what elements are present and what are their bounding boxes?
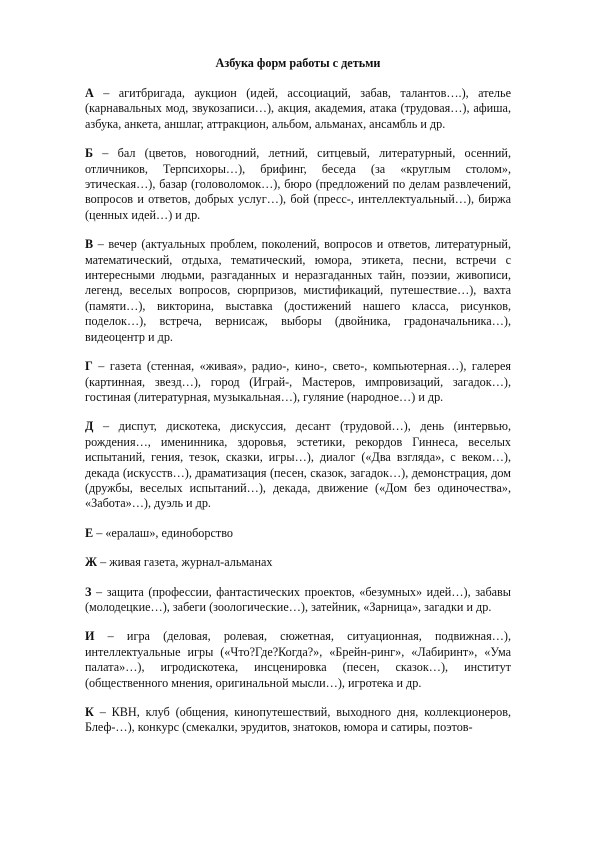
entry-text: – бал (цветов, новогодний, летний, ситцевый, литературный, осенний, отличников, Терпсихоры…), брифинг, беседа (за «круглым столом», этическая…), базар (головоломок…), бюро (предложений по делам развлечений, вопросов и ответов, добрых услуг…), бой (пресс-, интеллектуальный…), биржа (ценных идей…) и др.: [85, 146, 511, 222]
entry-text: – газета (стенная, «живая», радио-, кино-, свето-, компьютерная…), галерея (картинная, звезд…), город (Играй-, Мастеров, импровизаций, загадок…), гостиная (литературная, музыкальная…), гуляние (народное…) и др.: [85, 359, 511, 404]
entry-e: [85, 526, 511, 541]
entry-letter: А: [85, 86, 94, 100]
entry-letter: Д: [85, 419, 94, 434]
entry-letter: Ж: [85, 555, 98, 570]
entry-d: [85, 419, 511, 511]
entry-zh: [85, 555, 511, 570]
entry-text: – защита (профессии, фантастических проектов, «безумных» идей…), забавы (молодецкие…), забеги (зоологические…), затейник, «Зарница», загадки и др.: [85, 584, 511, 614]
entry-letter: З: [85, 584, 92, 599]
entry-text: – «ералаш», единоборство: [93, 525, 233, 540]
entry-z: [85, 585, 511, 616]
entry-k: [85, 705, 511, 736]
entry-text: – КВН, клуб (общения, кинопутешествий, выходного дня, коллекционеров, Блеф-…), конкурс (смекалки, эрудитов, знатоков, юмора и сатиры, поэтов-: [85, 705, 511, 735]
entry-letter: Е: [85, 525, 94, 540]
entry-v: [85, 237, 511, 345]
entry-letter: Б: [85, 146, 94, 161]
entry-letter: Г: [85, 359, 93, 374]
entry-text: – агитбригада, аукцион (идей, ассоциаций, забав, талантов….), ателье (карнавальных мод, звукозаписи…), акция, академия, атака (трудовая…), афиша, азбука, анкета, аншлаг, аттракцион, альбом, альманах, ансамбль и др.: [85, 86, 511, 131]
entry-text: – диспут, дискотека, дискуссия, десант (трудовой…), день (интервью, рождения…, именинника, здоровья, эстетики, рекордов Гиннеса, веселых испытаний, гения, тезок, сказки, игры…), диалог («Два взгляда», с веком…), декада (искусств…), драматизация (песен, сказок, загадок…), демонстрация, дом (дружбы, веселых испытаний…), декада, движение («Дом без одиночества», «Забота»…), дуэль и др.: [85, 419, 511, 511]
entry-text: – живая газета, журнал-альманах: [97, 555, 273, 570]
entry-i: [85, 629, 511, 691]
entry-letter: И: [85, 629, 95, 644]
entry-g: [85, 359, 511, 405]
entry-b: [85, 146, 511, 223]
entry-letter: К: [85, 705, 94, 719]
entry-a: [85, 86, 511, 132]
entry-text: – игра (деловая, ролевая, сюжетная, ситуационная, подвижная…), интеллектуальные игры («Что?Где?Когда?», «Брейн-ринг», «Лабиринт», «Ума палата»…), игродискотека, инсценировка (песен, сказок…), институт (общественного мнения, оригинальной мысли…), игротека и др.: [85, 629, 511, 690]
document-page: [85, 56, 511, 750]
entry-text: – вечер (актуальных проблем, поколений, вопросов и ответов, литературный, математический, отдыха, тематический, юмора, этикета, песни, встречи с интересными людьми, разгаданных и неразгаданных тайн, поэзии, живописи, легенд, веселых вопросов, сюрпризов, мистификаций, путешествие…), вахта (памяти…), викторина, выставка (достижений нашего класса, рисунков, поделок…), встреча, вернисаж, выборы (двойника, градоначальника…), видеоцентр и др.: [85, 237, 511, 344]
entry-letter: В: [85, 237, 94, 252]
document-title: Азбука форм работы с детьми: [215, 56, 381, 70]
